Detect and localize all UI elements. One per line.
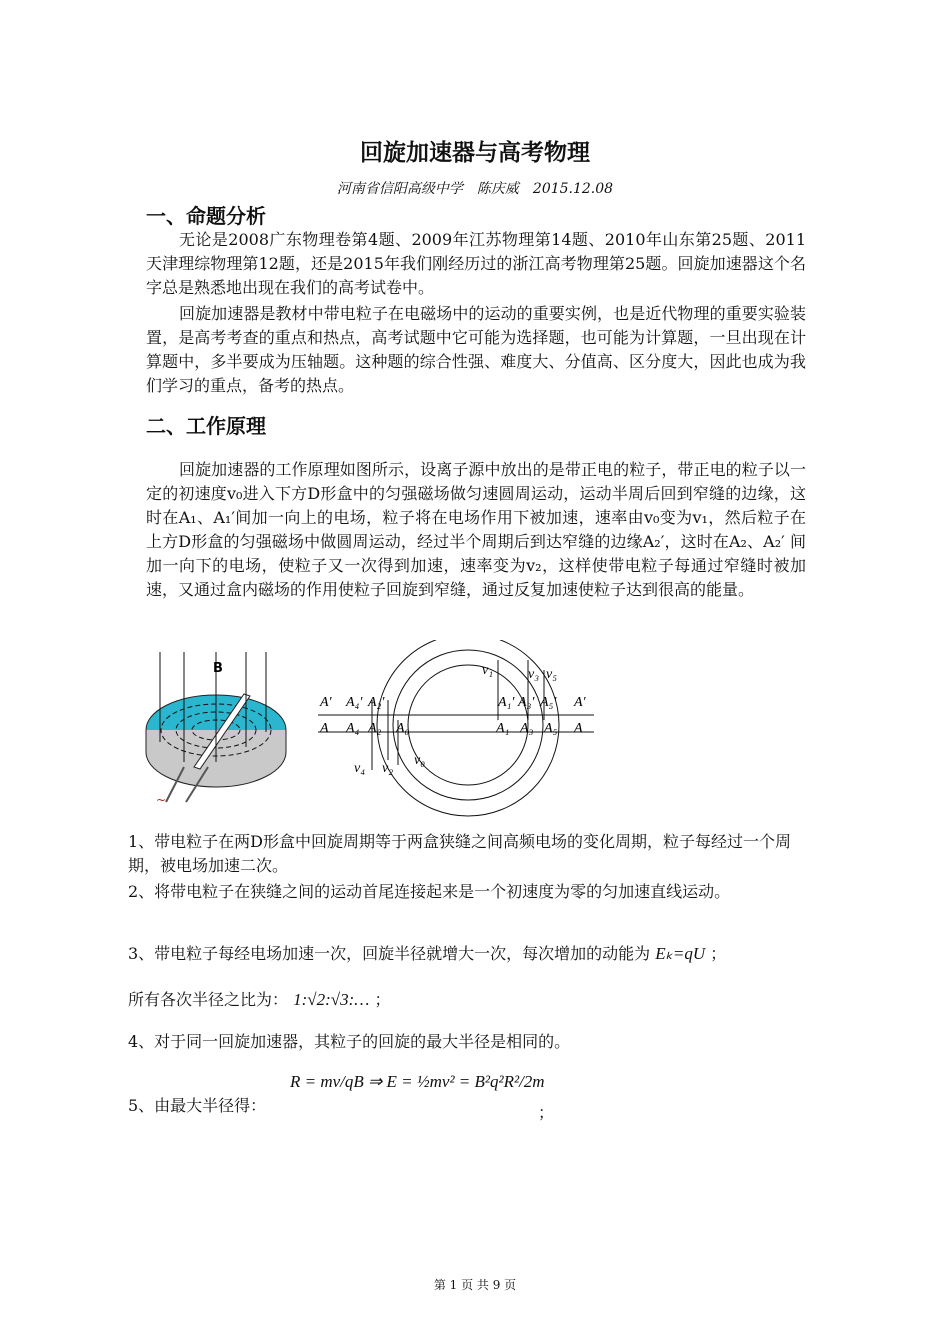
point-3b — [128, 988, 808, 1012]
trajectory-diagram — [318, 640, 594, 820]
point-5 — [128, 1094, 808, 1118]
point-3 — [128, 942, 808, 966]
paragraph-1: 无论是2008广东物理卷第4题、2009年江苏物理第14题、2010年山东第25题、2011天津理综物理第12题，还是2015年我们刚经历过的浙江高考物理第25题。回旋加速器这个名字总是熟悉地出现在我们的高考试卷中。 — [146, 230, 806, 297]
label-a1-prime: A₁′ — [498, 695, 515, 710]
label-a4: A₄ — [346, 721, 360, 736]
label-v1: v₁ — [482, 663, 494, 678]
label-a0: A₀ — [396, 721, 410, 736]
page-title: 回旋加速器与高考物理 — [360, 140, 590, 166]
section-heading-2: 二、工作原理 — [146, 414, 266, 438]
page-footer: 第 1 页 共 9 页 — [433, 1278, 517, 1292]
section-heading-1: 一、命题分析 — [146, 204, 266, 228]
label-a-prime-right: A′ — [574, 695, 586, 710]
label-a2: A₂ — [368, 721, 382, 736]
label-a1: A₁ — [496, 721, 510, 736]
radius-ratio-formula: 1:√2:√3:… — [293, 990, 370, 1009]
byline: 河南省信阳高级中学 陈庆威 2015.12.08 — [336, 181, 614, 197]
label-a-prime-left: A′ — [320, 695, 332, 710]
label-a3: A₃ — [520, 721, 534, 736]
paragraph-3: 回旋加速器的工作原理如图所示，设离子源中放出的是带正电的粒子，带正电的粒子以一定的初速度v₀进入下方D形盒中的匀强磁场做匀速圆周运动，运动半周后回到窄缝的边缘，这时在A₁、A₁′间加一向上的电场，粒子将在电场作用下被加速，速率由v₀变为v₁，然后粒子在上方D形盒的匀强磁场中做圆周运动，经过半个周期后到达窄缝的边缘A₂′，这时在A₂、A₂′ 间加一向下的电场，使粒子又一次得到加速，速率变为v₂，这样使带电粒子每通过窄缝时被加速，又通过盒内磁场的作用使粒子回旋到窄缝，通过反复加速使粒子达到很高的能量。 — [146, 460, 806, 599]
label-v5: v₅ — [546, 667, 558, 682]
label-v2: v₂ — [382, 761, 394, 776]
label-a4-prime: A₄′ — [346, 695, 363, 710]
point-5-tail: ； — [538, 1103, 555, 1122]
label-a5-prime: A₅′ — [540, 695, 557, 710]
field-label-b: B — [213, 661, 223, 676]
max-energy-formula: R = mv/qB ⇒ E = ½mv² = B²q²R²/2m — [290, 1072, 545, 1091]
label-v4: v₄ — [354, 761, 366, 776]
label-a5: A₅ — [544, 721, 558, 736]
kinetic-energy-formula: Eₖ=qU — [655, 944, 706, 963]
point-3b-text: 所有各次半径之比为： — [128, 990, 289, 1009]
label-v3: v₃ — [528, 667, 540, 682]
label-a3-prime: A₃′ — [518, 695, 535, 710]
point-3b-tail: ； — [374, 990, 391, 1009]
point-3-text: 3、带电粒子每经电场加速一次，回旋半径就增大一次，每次增加的动能为 — [128, 944, 651, 963]
point-2: 2、将带电粒子在狭缝之间的运动首尾连接起来是一个初速度为零的匀加速直线运动。 — [128, 882, 731, 901]
svg-text:~: ~ — [156, 793, 167, 807]
point-1: 1、带电粒子在两D形盒中回旋周期等于两盒狭缝之间高频电场的变化周期，粒子每经过一个周期，被电场加速二次。 — [128, 832, 792, 875]
paragraph-2: 回旋加速器是教材中带电粒子在电磁场中的运动的重要实例，也是近代物理的重要实验装置，是高考考查的重点和热点，高考试题中它可能为选择题，也可能为计算题，一旦出现在计算题中，多半要成为压轴题。这种题的综合性强、难度大、分值高、区分度大，因此也成为我们学习的重点，备考的热点。 — [146, 304, 806, 395]
label-a-right: A — [574, 721, 583, 736]
point-5-text: 5、由最大半径得： — [128, 1096, 267, 1115]
label-a-left: A — [320, 721, 329, 736]
point-3-tail: ； — [710, 944, 727, 963]
cyclotron-illustration — [136, 652, 296, 812]
point-4: 4、对于同一回旋加速器，其粒子的回旋的最大半径是相同的。 — [128, 1032, 571, 1051]
label-a2-prime: A₂′ — [368, 695, 385, 710]
label-v0: v₀ — [414, 753, 426, 768]
